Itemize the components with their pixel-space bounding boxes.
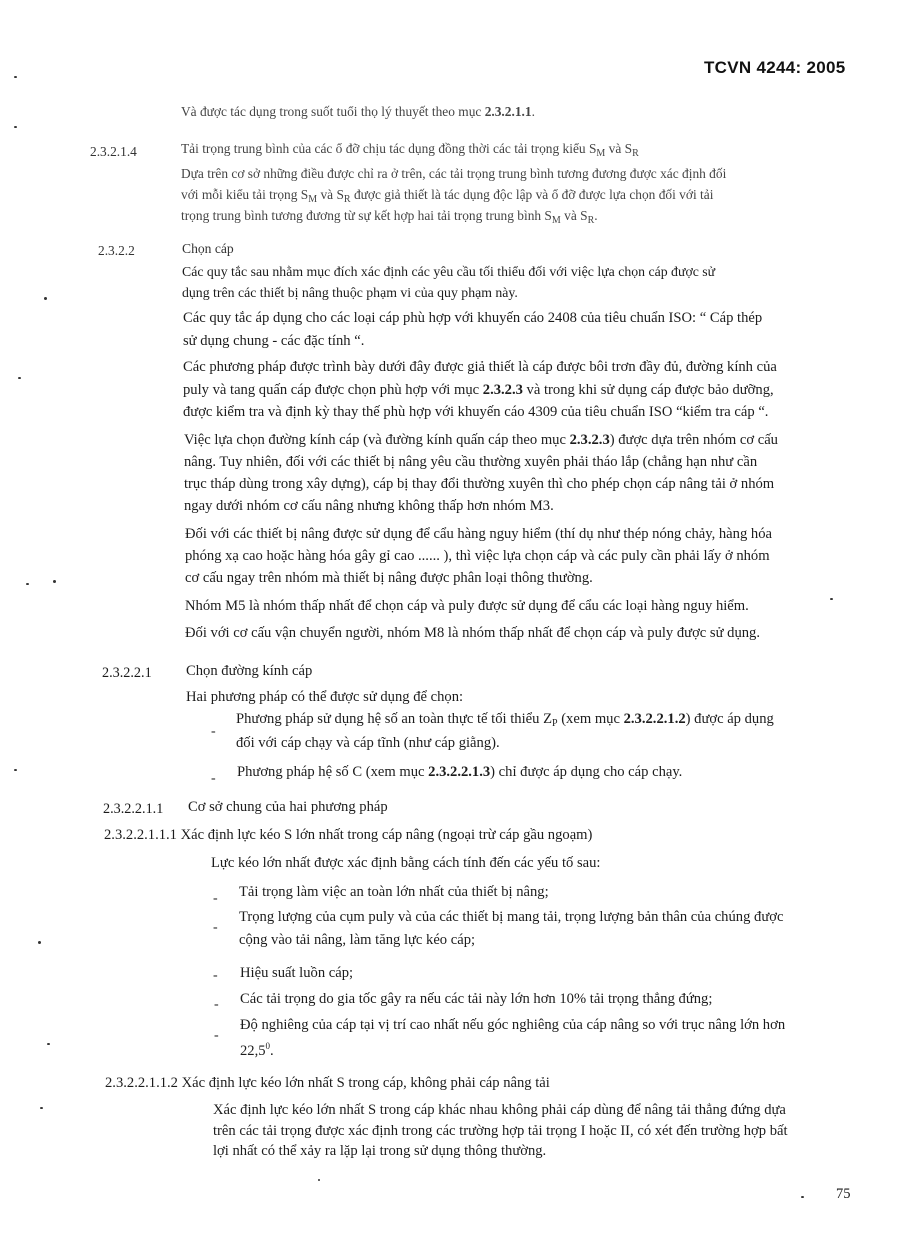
text: Tải trọng trung bình của các ổ đỡ chịu tác dụng đồng thời các tải trọng kiểu S [181, 141, 597, 156]
list-item [237, 762, 682, 784]
bullet-dash: - [214, 997, 219, 1012]
list-item: Tải trọng làm việc an toàn lớn nhất của thiết bị nâng; [239, 884, 549, 900]
list-item: Các tải trọng do gia tốc gây ra nếu các tải này lớn hơn 10% tải trọng thẳng đứng; [240, 991, 713, 1007]
paragraph-line: Và được tác dụng trong suốt tuổi thọ lý thuyết theo mục 2.3.2.1.1. [181, 104, 535, 119]
text: và S [560, 208, 588, 223]
text: với mỗi kiểu tải trọng S [181, 187, 309, 202]
text: Việc lựa chọn đường kính cáp (và đường kính quấn cáp theo mục [184, 432, 570, 448]
paragraph-line: Đối với cơ cấu vận chuyển người, nhóm M8 là nhóm thấp nhất để chọn cáp và puly được sử dụng. [185, 625, 760, 641]
bullet-dash: - [213, 968, 218, 983]
subscript: R [343, 194, 351, 205]
section-reference: 2.3.2.3 [569, 432, 610, 448]
paragraph-line: Các quy tắc sau nhằm mục đích xác định các yêu cầu tối thiểu đối với việc lựa chọn cáp được sử [182, 264, 716, 279]
text: ) được dựa trên nhóm cơ cấu [609, 432, 778, 448]
section-heading: Cơ sở chung của hai phương pháp [188, 799, 388, 815]
paragraph-line [184, 430, 778, 452]
subscript: M [596, 148, 606, 159]
scan-speck [14, 76, 17, 78]
text: Và được tác dụng trong suốt tuổi thọ lý thuyết theo mục [181, 104, 485, 119]
text: . [594, 208, 598, 223]
bullet-dash: - [213, 891, 218, 906]
paragraph-line: được kiểm tra và định kỳ thay thế phù hợp với khuyến cáo 4309 của tiêu chuẩn ISO “kiểm tra cáp “. [183, 404, 769, 420]
paragraph-line: sử dụng chung - các đặc tính “. [183, 333, 365, 349]
text: Phương pháp hệ số C (xem mục [237, 764, 429, 780]
section-heading: 2.3.2.2.1.1.2 Xác định lực kéo lớn nhất S trong cáp, không phải cáp nâng tải [105, 1075, 550, 1091]
section-heading: Chọn đường kính cáp [186, 663, 313, 679]
scan-speck [801, 1196, 804, 1198]
paragraph-line: ngay dưới nhóm cơ cấu nâng nhưng không thấp hơn nhóm M3. [184, 498, 554, 514]
paragraph-line: Hai phương pháp có thể được sử dụng để chọn: [186, 689, 464, 705]
scan-speck [14, 769, 17, 771]
subscript: M [551, 215, 561, 226]
scan-speck [318, 1179, 320, 1181]
paragraph-line: Nhóm M5 là nhóm thấp nhất để chọn cáp và puly được sử dụng để cẩu các loại hàng nguy hiểm. [185, 598, 749, 614]
bullet-dash: - [211, 771, 216, 786]
paragraph-line [183, 380, 774, 402]
list-item [236, 709, 774, 731]
paragraph-line [181, 184, 713, 206]
text: và trong khi sử dụng cáp được bảo dưỡng, [522, 382, 774, 398]
list-item: Độ nghiêng của cáp tại vị trí cao nhất nếu góc nghiêng của cáp nâng so với trục nâng lớn hơn [240, 1017, 786, 1033]
text: ) được áp dụng [685, 711, 774, 727]
paragraph-line: cơ cấu ngay trên nhóm mà thiết bị nâng được phân loại thông thường. [185, 570, 593, 586]
paragraph-line: Dựa trên cơ sở những điều được chỉ ra ở trên, các tải trọng trung bình tương đương được xác định đối [181, 166, 727, 181]
section-heading: Chọn cáp [182, 241, 234, 256]
bullet-dash: - [213, 920, 218, 935]
list-item: Hiệu suất luồn cáp; [240, 965, 354, 981]
paragraph-line: Lực kéo lớn nhất được xác định bằng cách tính đến các yếu tố sau: [211, 855, 601, 871]
paragraph-line: nâng. Tuy nhiên, đối với các thiết bị nâng yêu cầu thường xuyên phải tháo lắp (chẳng hạn như cần [184, 454, 758, 470]
scan-speck [18, 377, 21, 379]
section-reference: 2.3.2.2.1.3 [428, 764, 491, 780]
subscript: P [551, 718, 558, 729]
paragraph-line: phóng xạ cao hoặc hàng hóa gây gỉ cao ...... ), thì việc lựa chọn cáp và các puly cần phải lấy ở nhóm [185, 548, 770, 564]
text: 22,5 [240, 1043, 266, 1059]
paragraph-line: Các quy tắc áp dụng cho các loại cáp phù hợp với khuyến cáo 2408 của tiêu chuẩn ISO: “ Cáp thép [183, 310, 763, 326]
scan-speck [47, 1043, 50, 1045]
text: Phương pháp sử dụng hệ số an toàn thực tế tối thiểu Z [236, 711, 552, 727]
bullet-dash: - [211, 724, 216, 739]
scan-speck [14, 126, 17, 128]
paragraph-line: Đối với các thiết bị nâng được sử dụng để cẩu hàng nguy hiểm (thí dụ như thép nóng chảy, hàng hóa [185, 526, 772, 542]
paragraph-line: dụng trên các thiết bị nâng thuộc phạm vi của quy phạm này. [182, 285, 518, 300]
text: được giả thiết là tác dụng độc lập và ổ đỡ được lựa chọn đối với tải [350, 187, 714, 202]
scan-speck [44, 297, 47, 300]
paragraph-line: Các phương pháp được trình bày dưới đây được giả thiết là cáp được bôi trơn đầy đủ, đường kính của [183, 359, 777, 375]
document-standard-code: TCVN 4244: 2005 [704, 58, 846, 77]
section-number: 2.3.2.2.1.1 [103, 801, 164, 817]
list-item: đối với cáp chạy và cáp tĩnh (như cáp giằng). [236, 735, 500, 751]
paragraph-line: trục tháp dùng trong xây dựng), cáp bị thay đổi thường xuyên thì cho phép chọn cáp nâng tải ở nhóm [184, 476, 775, 492]
section-reference: 2.3.2.3 [482, 382, 523, 398]
text: và S [605, 141, 633, 156]
superscript: 0 [265, 1041, 271, 1052]
scan-speck [40, 1107, 43, 1109]
list-item: cộng vào tải nâng, làm tăng lực kéo cáp; [239, 932, 476, 948]
text: . [270, 1043, 274, 1059]
subscript: R [587, 215, 595, 226]
section-reference: 2.3.2.1.1 [484, 104, 532, 119]
paragraph-line [181, 205, 598, 227]
scan-speck [53, 580, 56, 583]
subscript: R [632, 148, 639, 159]
paragraph-line: Xác định lực kéo lớn nhất S trong cáp khác nhau không phải cáp dùng để nâng tải thẳng đứng dựa [213, 1102, 786, 1118]
section-number: 2.3.2.2.1 [102, 665, 152, 681]
section-heading [181, 138, 639, 160]
text: và S [317, 187, 344, 202]
section-heading: 2.3.2.2.1.1.1 Xác định lực kéo S lớn nhất trong cáp nâng (ngoại trừ cáp gầu ngoạm) [104, 827, 593, 843]
paragraph-line: lợi nhất có thể xảy ra lặp lại trong sử dụng thông thường. [213, 1143, 547, 1159]
text: trọng trung bình tương đương từ sự kết hợp hai tải trọng trung bình S [181, 208, 552, 223]
list-item: Trọng lượng của cụm puly và của các thiết bị mang tải, trọng lượng bản thân của chúng được [239, 909, 784, 925]
section-number: 2.3.2.1.4 [90, 144, 137, 159]
scan-speck [26, 583, 29, 585]
list-item [240, 1041, 274, 1063]
subscript: M [308, 194, 318, 205]
text: puly và tang quấn cáp được chọn phù hợp với mục [183, 382, 483, 398]
scan-speck [830, 598, 833, 600]
scan-speck [38, 941, 41, 944]
bullet-dash: - [214, 1028, 219, 1043]
page-number: 75 [836, 1186, 851, 1202]
section-number: 2.3.2.2 [98, 243, 135, 258]
paragraph-line: trên các tải trọng được xác định trong các trường hợp tải trọng I hoặc II, có xét đến trường hợp bất [213, 1123, 788, 1139]
text: ) chỉ được áp dụng cho cáp chạy. [490, 764, 683, 780]
section-reference: 2.3.2.2.1.2 [623, 711, 686, 727]
text: (xem mục [557, 711, 624, 727]
